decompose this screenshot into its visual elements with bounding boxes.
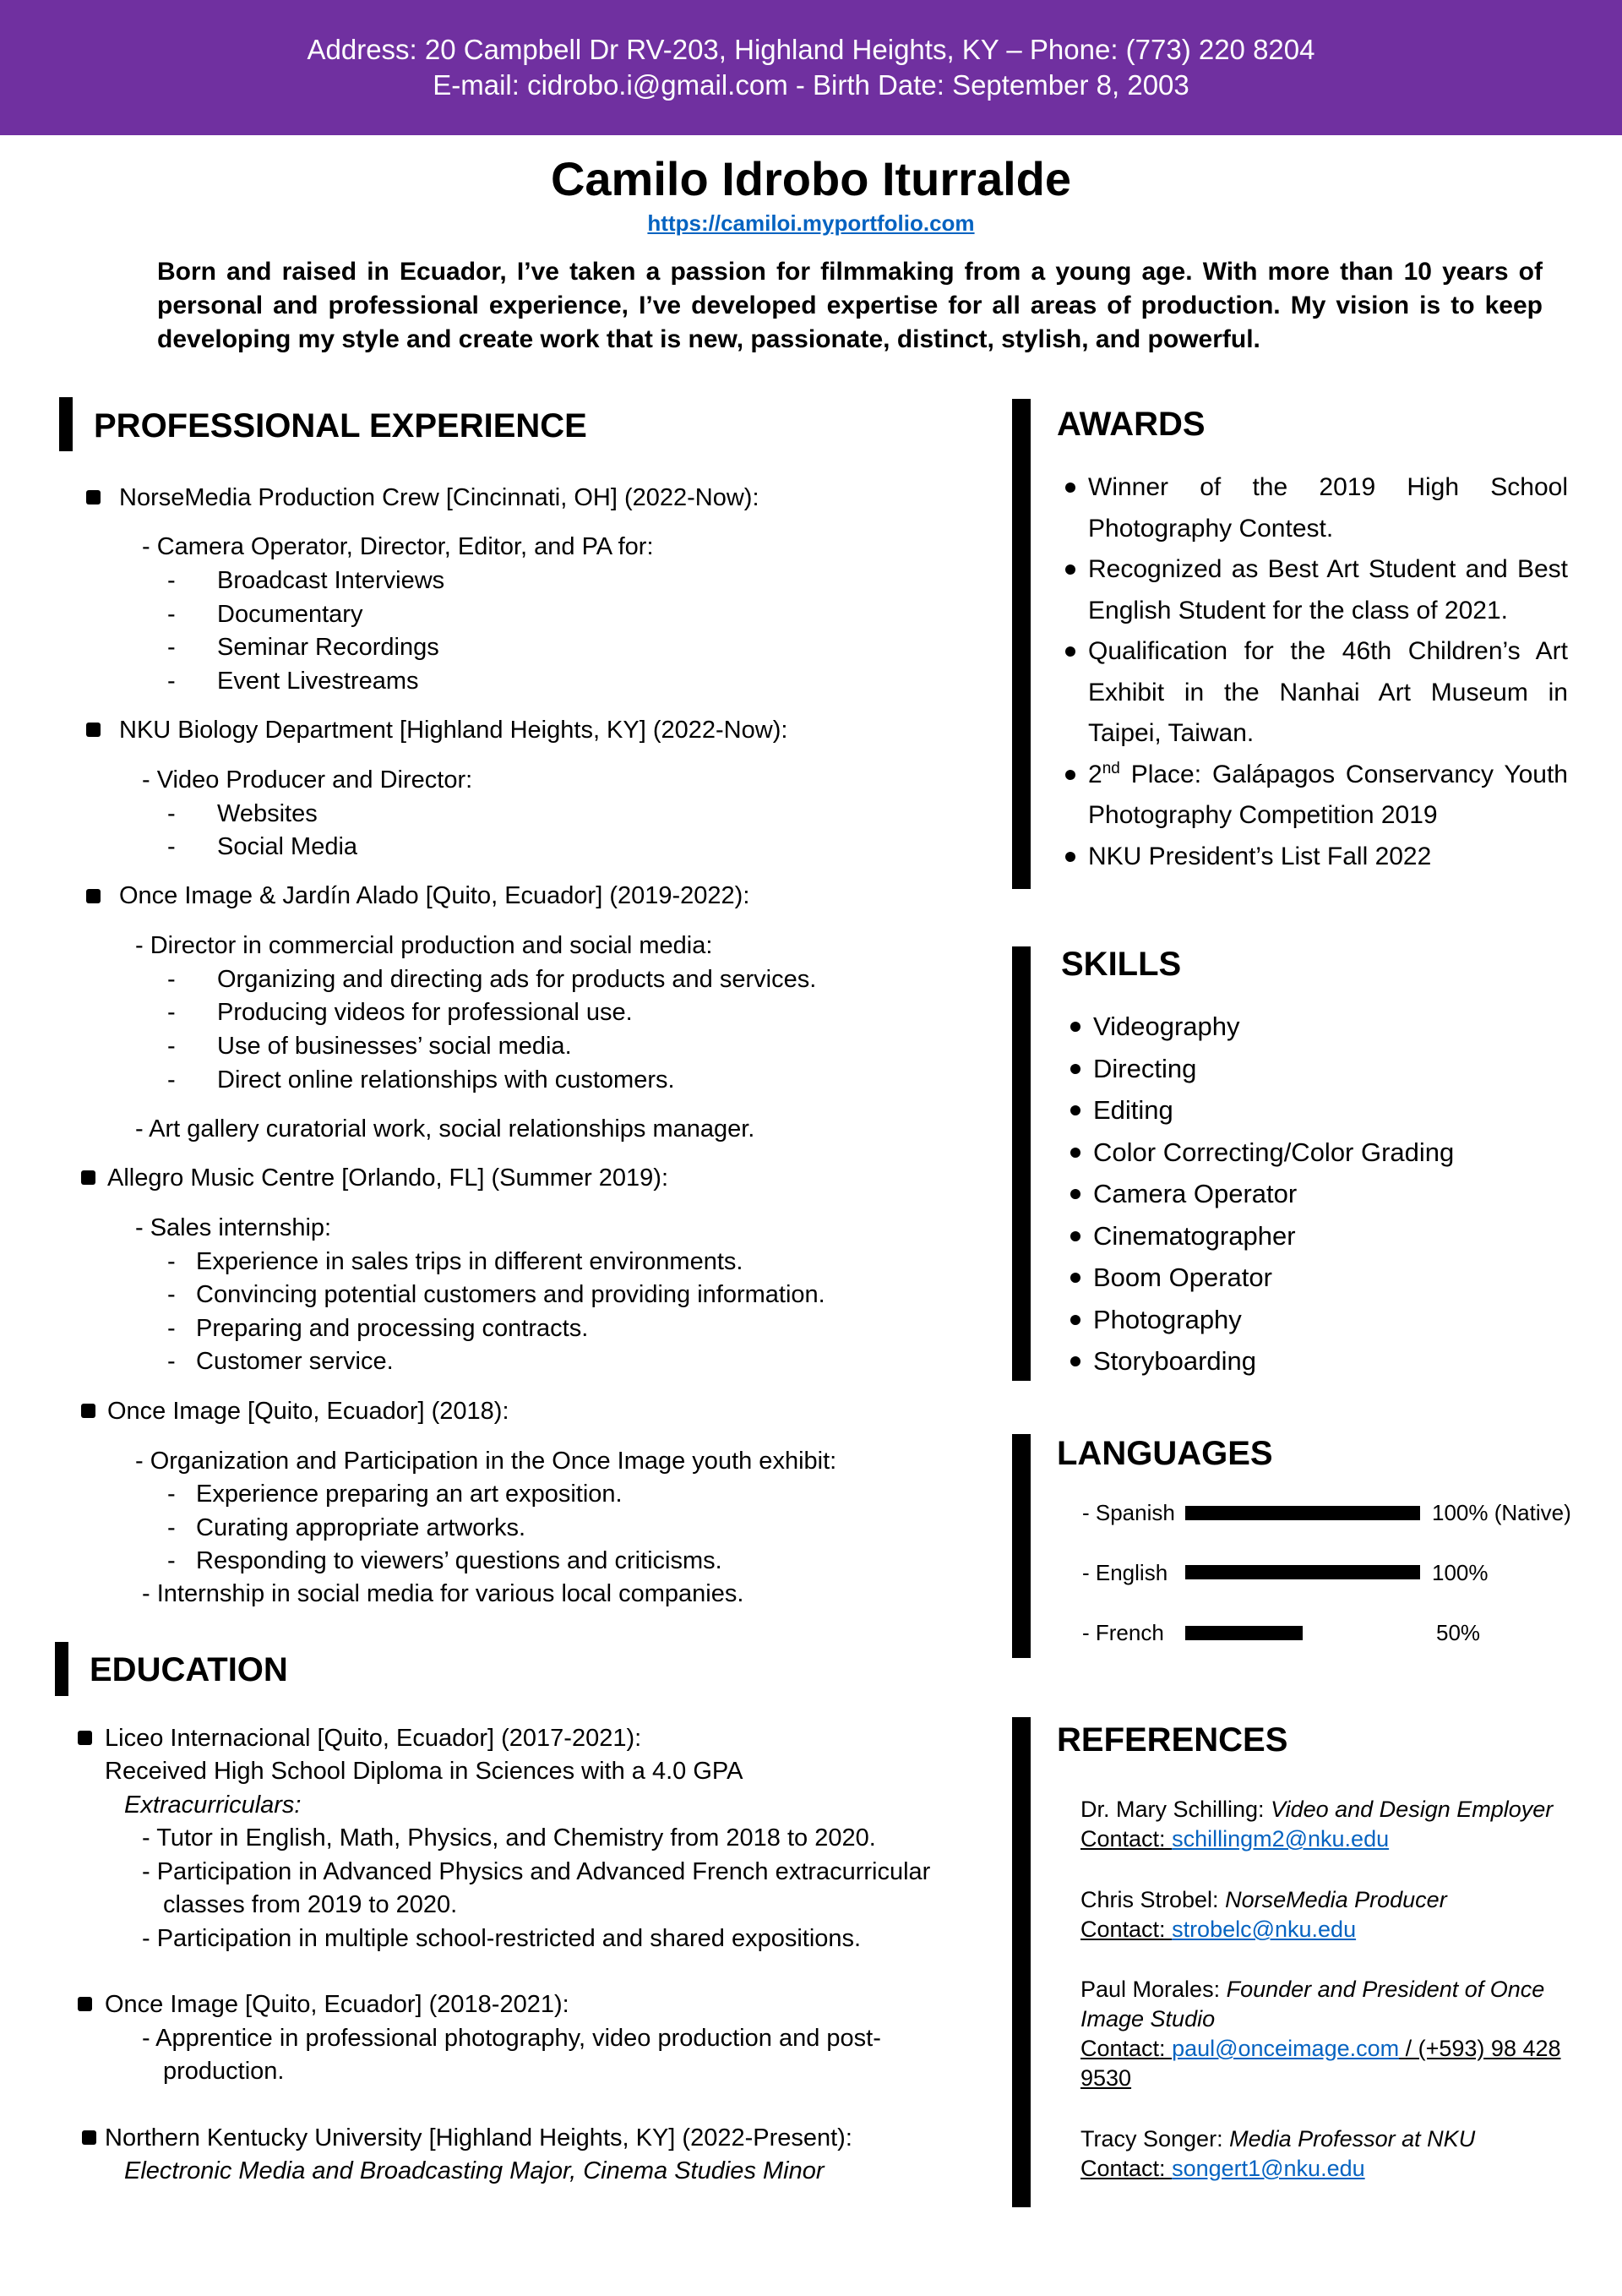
skill-text: Directing [1093,1053,1197,1083]
bullet-dot [1070,1356,1080,1366]
reference-entry [1080,1795,1553,1854]
job-item: Direct online relationships with customers. [217,1066,675,1093]
job-role: - Sales internship: [135,1214,332,1241]
job-item-dash: - [167,567,176,594]
bullet-dot [1065,770,1075,780]
portfolio-link-wrap [0,210,1622,237]
skill-item [1093,1215,1454,1257]
reference-entry [1080,1885,1447,1944]
reference-email-link[interactable]: schillingm2@nku.edu [1172,1826,1390,1852]
skill-text: Photography [1093,1304,1242,1334]
contact-address-line: Address: 20 Campbell Dr RV-203, Highland Heights, KY – Phone: (773) 220 8204 [307,34,1315,65]
reference-contact-line [1080,2034,1561,2064]
skill-text: Cinematographer [1093,1220,1296,1251]
reference-contact-line [1080,2154,1475,2184]
skill-item [1093,1089,1454,1132]
reference-role: NorseMedia Producer [1218,1887,1447,1912]
skills-list [1093,1006,1454,1383]
school-item: - Apprentice in professional photography, video production and post- [142,2025,881,2052]
summary: Born and raised in Ecuador, I’ve taken a passion for filmmaking from a young age. With more than 10 years of personal and professional experience, I’ve developed expertise for all areas of production. My vision is to keep developing my style and create work that is new, passionate, distinct, stylish, and powerful. [157,258,1543,353]
job-item: Experience preparing an art exposition. [196,1481,623,1508]
skill-text: Storyboarding [1093,1346,1257,1376]
job-item-dash: - [167,1481,176,1508]
skill-item [1093,1340,1454,1383]
reference-name-line [1080,1885,1447,1915]
job-item: Websites [217,800,318,827]
award-item [1088,467,1568,549]
skill-item [1093,1006,1454,1048]
reference-name: Chris Strobel: [1080,1887,1219,1912]
reference-name-line [1080,2124,1475,2154]
job-item-dash: - [167,1248,176,1275]
language-level-bar [1185,1565,1420,1579]
language-level-bar [1185,1506,1420,1520]
school-item: - Tutor in English, Math, Physics, and Chemistry from 2018 to 2020. [142,1824,876,1852]
job-bullet [81,1404,95,1418]
award-item [1088,549,1568,631]
school-item: production. [163,2058,285,2085]
bullet-dot [1070,1231,1080,1241]
school-bullet [78,1997,92,2011]
job-item: Event Livestreams [217,668,419,695]
reference-email-link[interactable]: paul@onceimage.com [1172,2036,1400,2061]
job-heading: NorseMedia Production Crew [Cincinnati, OH] (2022-Now): [119,484,759,511]
awards-section-bar [1012,399,1031,889]
job-item: Customer service. [196,1348,394,1375]
job-item-dash: - [167,1348,176,1375]
job-item: Producing videos for professional use. [217,999,633,1026]
language-name: - French [1082,1620,1164,1645]
bullet-dot [1070,1315,1080,1325]
contact-header [0,0,1622,135]
award-text: Qualification for the 46th Children’s Art Exhibit in the Nanhai Art Museum in Taipei, Taiwan. [1088,637,1568,747]
job-item: Broadcast Interviews [217,567,445,594]
job-item-dash: - [167,601,176,628]
bullet-dot [1070,1273,1080,1283]
references-section-bar [1012,1717,1031,2207]
job-extra: - Art gallery curatorial work, social relationships manager. [135,1115,755,1143]
language-level: 50% [1436,1620,1481,1645]
skill-text: Color Correcting/Color Grading [1093,1137,1455,1167]
job-item: Use of businesses’ social media. [217,1033,572,1060]
school-heading: Liceo Internacional [Quito, Ecuador] (2017-2021): [105,1725,642,1752]
page-title: Camilo Idrobo Iturralde [550,152,1072,205]
job-item: Preparing and processing contracts. [196,1315,589,1342]
job-item-dash: - [167,966,176,993]
references-heading: REFERENCES [1057,1721,1288,1759]
contact-label: Contact: [1080,2156,1173,2181]
education-heading: EDUCATION [90,1651,288,1688]
school-heading: Northern Kentucky University [Highland Heights, KY] (2022-Present): [105,2124,852,2151]
bullet-dot [1065,483,1075,493]
reference-name: Dr. Mary Schilling: [1080,1797,1265,1822]
reference-name-line [1080,1795,1553,1824]
extracurricular-label: Extracurriculars: [124,1792,302,1819]
skill-text: Boom Operator [1093,1263,1272,1292]
job-item-dash: - [167,1315,176,1342]
reference-name: Tracy Songer: [1080,2126,1223,2151]
reference-role: Video and Design Employer [1264,1797,1554,1822]
job-heading: Allegro Music Centre [Orlando, FL] (Summer 2019): [107,1164,669,1192]
language-name: - English [1082,1560,1168,1585]
school-subheading: Received High School Diploma in Sciences with a 4.0 GPA [105,1758,743,1785]
bullet-dot [1070,1064,1080,1074]
job-role: - Video Producer and Director: [142,766,473,794]
reference-role: Founder and President of Once [1220,1977,1545,2002]
award-place-number: 2 [1088,760,1102,788]
reference-phone: / (+593) 98 428 [1399,2036,1561,2061]
reference-entry [1080,2124,1475,2184]
reference-contact-line [1080,1915,1447,1944]
job-heading: Once Image & Jardín Alado [Quito, Ecuador] (2019-2022): [119,882,750,909]
skill-item [1093,1257,1454,1299]
job-bullet [86,723,101,737]
reference-role-continued: Image Studio [1080,2006,1216,2031]
reference-name: Paul Morales: [1080,1977,1221,2002]
school-heading: Once Image [Quito, Ecuador] (2018-2021): [105,1991,569,2018]
job-role: - Director in commercial production and social media: [135,932,713,959]
award-place-suffix: nd [1102,759,1120,777]
language-level: 100% (Native) [1432,1500,1571,1525]
job-heading: Once Image [Quito, Ecuador] (2018): [107,1398,509,1425]
awards-heading: AWARDS [1057,406,1206,443]
portfolio-link[interactable]: https://camiloi.myportfolio.com [647,210,975,236]
job-item: Organizing and directing ads for products and services. [217,966,817,993]
skills-section-bar [1012,946,1031,1381]
job-item-dash: - [167,1066,176,1093]
languages-heading: LANGUAGES [1057,1435,1273,1472]
bullet-dot [1070,1022,1080,1032]
experience-section-bar [59,397,73,451]
job-item-dash: - [167,634,176,661]
job-item: Documentary [217,601,363,628]
reference-email-link[interactable]: songert1@nku.edu [1172,2156,1365,2181]
job-item: Seminar Recordings [217,634,439,661]
award-item [1088,755,1568,837]
job-item-dash: - [167,800,176,827]
skill-text: Videography [1093,1012,1240,1041]
language-level: 100% [1432,1560,1489,1585]
reference-email-link[interactable]: strobelc@nku.edu [1172,1917,1357,1942]
school-item: - Participation in Advanced Physics and Advanced French extracurricular [142,1858,931,1885]
job-role: - Organization and Participation in the Once Image youth exhibit: [135,1448,837,1475]
reference-entry [1080,1975,1561,2093]
school-item: classes from 2019 to 2020. [163,1891,458,1918]
school-subheading: Electronic Media and Broadcasting Major, Cinema Studies Minor [124,2157,825,2184]
skill-item [1093,1299,1454,1341]
contact-label: Contact: [1080,2036,1173,2061]
job-bullet [86,490,101,504]
award-text: Place: Galápagos Conservancy Youth Photography Competition 2019 [1088,760,1568,829]
job-item-dash: - [167,1281,176,1308]
language-level-bar [1185,1626,1303,1640]
language-name: - Spanish [1082,1500,1175,1525]
languages-section-bar [1012,1434,1031,1658]
reference-role: Media Professor at NKU [1222,2126,1476,2151]
job-item: Experience in sales trips in different environments. [196,1248,743,1275]
job-item-dash: - [167,668,176,695]
bullet-dot [1070,1189,1080,1199]
skill-item [1093,1132,1454,1174]
school-item: - Participation in multiple school-restricted and shared expositions. [142,1925,862,1952]
award-item [1088,631,1568,755]
job-bullet [81,1170,95,1185]
job-item-dash: - [167,1033,176,1060]
job-item-dash: - [167,1514,176,1541]
bullet-dot [1065,564,1075,575]
job-item: Curating appropriate artworks. [196,1514,526,1541]
bullet-dot [1065,852,1075,862]
skill-item [1093,1048,1454,1090]
award-text: Winner of the 2019 High School Photography Contest. [1088,473,1568,543]
contact-email-line: E-mail: cidrobo.i@gmail.com - Birth Date: September 8, 2003 [433,69,1189,101]
education-section-bar [55,1642,68,1696]
job-role: - Camera Operator, Director, Editor, and PA for: [142,533,654,560]
job-extra: - Internship in social media for various local companies. [142,1580,744,1607]
job-item-dash: - [167,999,176,1026]
bullet-dot [1065,646,1075,657]
school-bullet [82,2130,96,2145]
awards-list [1088,467,1568,877]
reference-phone-continued: 9530 [1080,2065,1132,2091]
job-item-dash: - [167,833,176,860]
job-heading: NKU Biology Department [Highland Heights, KY] (2022-Now): [119,717,788,744]
job-item: Convincing potential customers and providing information. [196,1281,825,1308]
school-bullet [78,1731,92,1745]
award-item [1088,837,1568,878]
experience-heading: PROFESSIONAL EXPERIENCE [94,407,587,444]
skill-item [1093,1173,1454,1215]
award-text: Recognized as Best Art Student and Best English Student for the class of 2021. [1088,555,1568,624]
skills-heading: SKILLS [1061,946,1182,983]
contact-label: Contact: [1080,1917,1173,1942]
job-bullet [86,889,101,903]
bullet-dot [1070,1105,1080,1115]
skill-text: Camera Operator [1093,1179,1298,1208]
reference-contact-line [1080,1824,1553,1854]
bullet-dot [1070,1148,1080,1158]
job-item-dash: - [167,1547,176,1574]
reference-name-line [1080,1975,1561,2004]
award-text: NKU President’s List Fall 2022 [1088,842,1432,870]
contact-label: Contact: [1080,1826,1173,1852]
job-item: Social Media [217,833,358,860]
skill-text: Editing [1093,1095,1173,1125]
job-item: Responding to viewers’ questions and criticisms. [196,1547,722,1574]
